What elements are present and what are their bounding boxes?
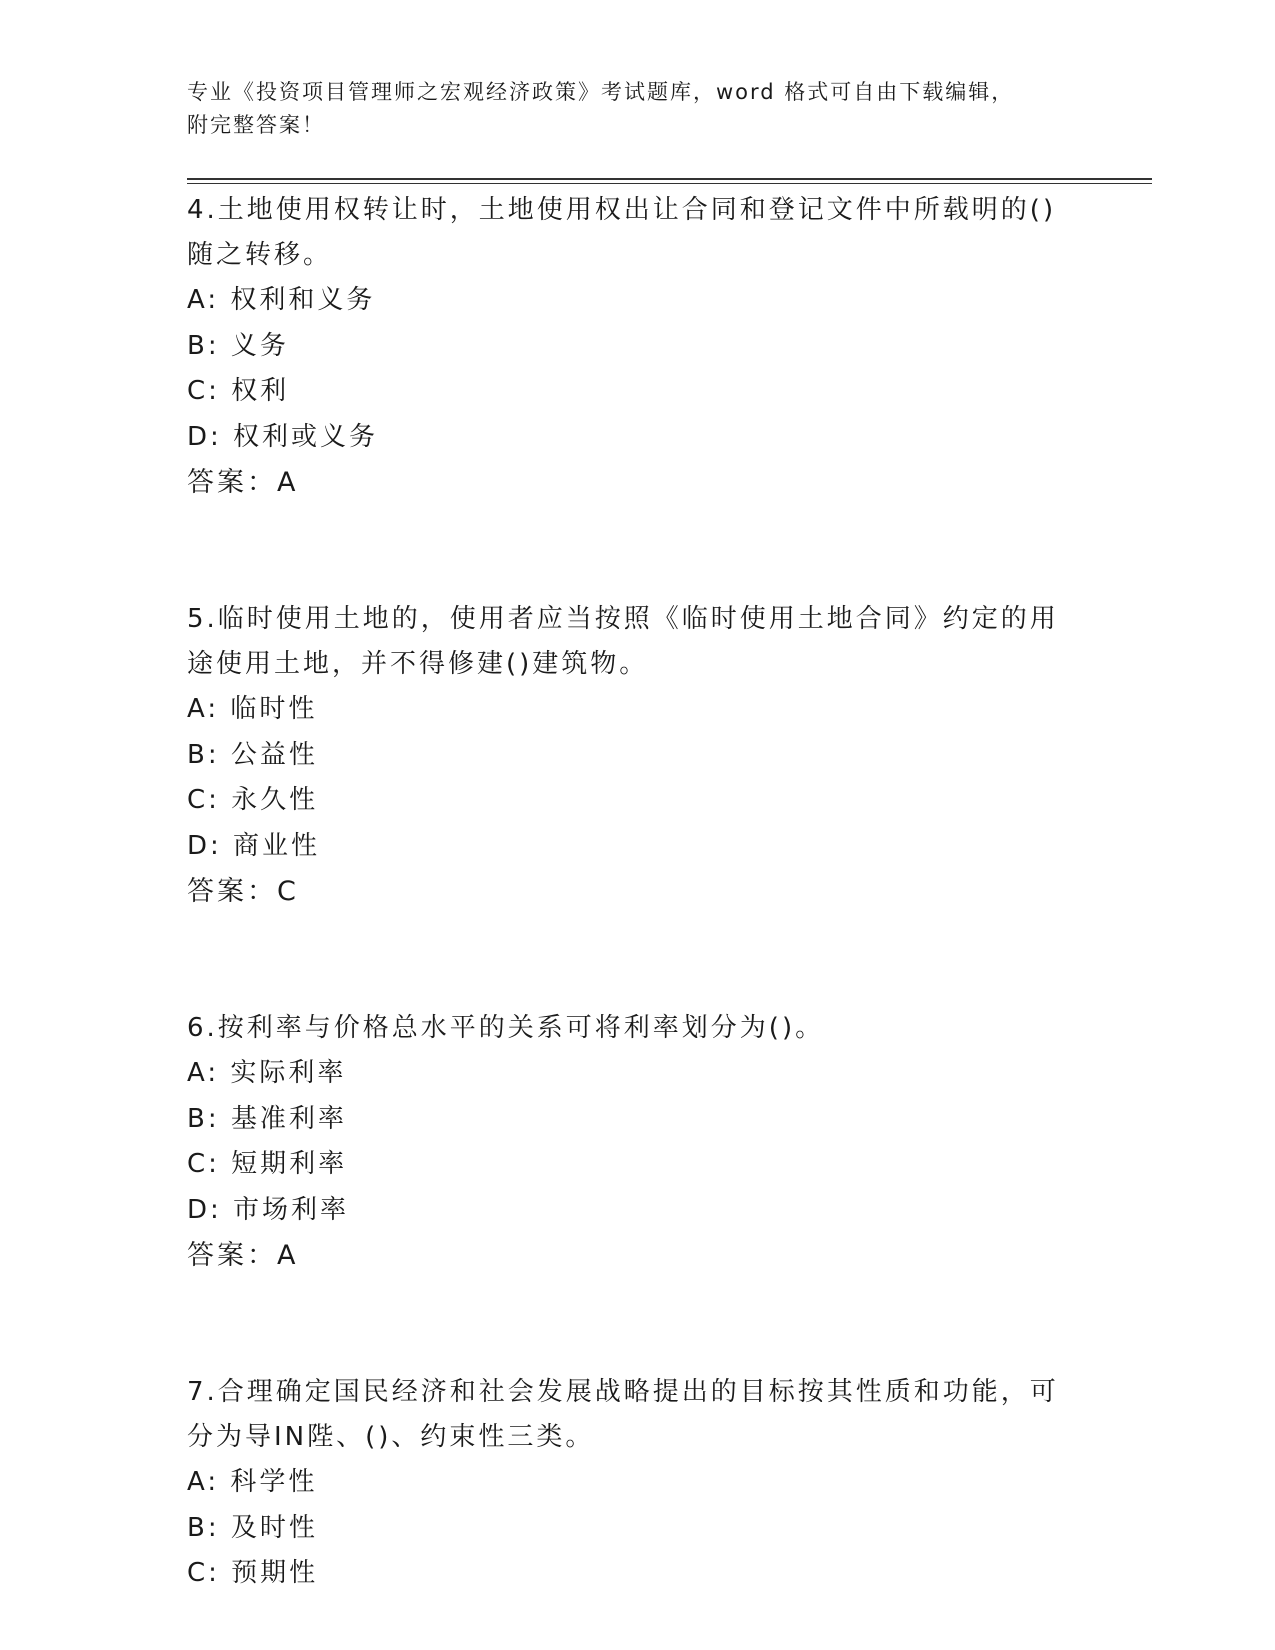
option-a: A: 实际利率 (187, 1058, 347, 1088)
option-d: D: 商业性 (187, 830, 321, 861)
question-spacer (187, 505, 1067, 597)
option-b: B: 公益性 (187, 739, 318, 770)
header-divider-thin (187, 183, 1152, 184)
option-c: C: 预期性 (187, 1558, 319, 1588)
question-stem: 6.按利率与价格总水平的关系可将利率划分为()。 (187, 1013, 825, 1043)
option-d: D: 市场利率 (187, 1194, 350, 1225)
question-stem: 7.合理确定国民经济和社会发展战略提出的目标按其性质和功能，可分为导IN陛、()、约束性三类。 (187, 1377, 1059, 1452)
option-b: B: 义务 (187, 330, 289, 361)
question-4 (187, 188, 1067, 505)
option-c: C: 永久性 (187, 785, 319, 815)
answer-line: 答案：C (187, 876, 299, 907)
question-stem: 5.临时使用土地的，使用者应当按照《临时使用土地合同》约定的用途使用土地，并不得修建()建筑物。 (187, 604, 1059, 679)
answer-line: 答案：A (187, 1240, 299, 1271)
answer-line: 答案：A (187, 467, 299, 498)
option-c: C: 短期利率 (187, 1149, 348, 1179)
question-5 (187, 597, 1067, 914)
option-a: A: 临时性 (187, 694, 318, 724)
question-7 (187, 1370, 1067, 1597)
question-6 (187, 1006, 1067, 1278)
option-c: C: 权利 (187, 376, 290, 406)
option-d: D: 权利或义务 (187, 421, 379, 452)
question-stem: 4.土地使用权转让时，土地使用权出让合同和登记文件中所载明的()随之转移。 (187, 195, 1057, 270)
option-a: A: 权利和义务 (187, 285, 376, 315)
question-list (187, 188, 1067, 1597)
option-a: A: 科学性 (187, 1467, 318, 1497)
option-b: B: 及时性 (187, 1512, 318, 1543)
question-spacer (187, 1278, 1067, 1370)
header-divider-thick (187, 178, 1152, 180)
question-spacer (187, 914, 1067, 1006)
document-header: 专业《投资项目管理师之宏观经济政策》考试题库，word 格式可自由下载编辑， 附完整答案！ (187, 80, 1015, 137)
option-b: B: 基准利率 (187, 1103, 347, 1134)
